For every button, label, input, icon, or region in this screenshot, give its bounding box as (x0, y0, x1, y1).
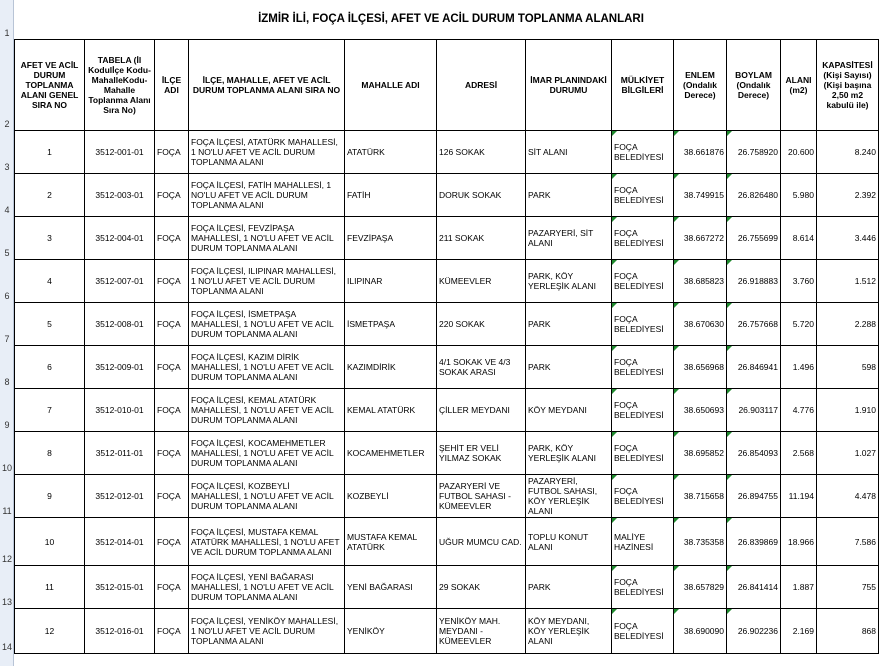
col-header-genel-sira[interactable]: AFET VE ACİL DURUM TOPLANMA ALANI GENEL SIRA NO (15, 40, 85, 131)
cell-mahalle[interactable]: MUSTAFA KEMAL ATATÜRK (345, 518, 437, 566)
cell-ilce[interactable]: FOÇA (155, 389, 189, 432)
cell-alan[interactable]: 18.966 (781, 518, 817, 566)
cell-desc[interactable]: FOÇA İLÇESİ, ATATÜRK MAHALLESİ, 1 NO'LU AFET VE ACİL DURUM TOPLANMA ALANI (189, 131, 345, 174)
cell-genel-sira[interactable]: 7 (15, 389, 85, 432)
col-header-mahalle[interactable]: MAHALLE ADI (345, 40, 437, 131)
cell-adres[interactable]: 4/1 SOKAK VE 4/3 SOKAK ARASI (437, 346, 526, 389)
row-number[interactable]: 12 (1, 554, 12, 564)
cell-mulkiyet[interactable]: MALİYE HAZİNESİ (612, 518, 674, 566)
cell-kapasite[interactable]: 1.027 (817, 432, 879, 475)
cell-adres[interactable]: ÇİLLER MEYDANI (437, 389, 526, 432)
cell-kapasite[interactable]: 598 (817, 346, 879, 389)
cell-adres[interactable]: 29 SOKAK (437, 566, 526, 609)
cell-enlem[interactable]: 38.650693 (674, 389, 727, 432)
cell-tabela[interactable]: 3512-003-01 (85, 174, 155, 217)
cell-mahalle[interactable]: İSMETPAŞA (345, 303, 437, 346)
cell-ilce[interactable]: FOÇA (155, 609, 189, 654)
row-number[interactable]: 6 (4, 291, 10, 301)
cell-alan[interactable]: 11.194 (781, 475, 817, 518)
cell-adres[interactable]: PAZARYERİ VE FUTBOL SAHASI - KÜMEEVLER (437, 475, 526, 518)
cell-boylam[interactable]: 26.894755 (727, 475, 781, 518)
cell-adres[interactable]: 211 SOKAK (437, 217, 526, 260)
cell-imar[interactable]: KÖY MEYDANI, KÖY YERLEŞİK ALANI (526, 609, 612, 654)
cell-alan[interactable]: 1.496 (781, 346, 817, 389)
cell-enlem[interactable]: 38.667272 (674, 217, 727, 260)
cell-genel-sira[interactable]: 3 (15, 217, 85, 260)
cell-kapasite[interactable]: 3.446 (817, 217, 879, 260)
cell-boylam[interactable]: 26.903117 (727, 389, 781, 432)
cell-mahalle[interactable]: ATATÜRK (345, 131, 437, 174)
cell-adres[interactable]: ŞEHİT ER VELİ YILMAZ SOKAK (437, 432, 526, 475)
cell-imar[interactable]: TOPLU KONUT ALANI (526, 518, 612, 566)
cell-ilce[interactable]: FOÇA (155, 346, 189, 389)
cell-imar[interactable]: PARK (526, 346, 612, 389)
col-header-alan[interactable]: ALANI (m2) (781, 40, 817, 131)
table-row (15, 260, 879, 303)
cell-boylam[interactable]: 26.757668 (727, 303, 781, 346)
row-number[interactable]: 9 (4, 420, 10, 430)
cell-imar[interactable]: PARK, KÖY YERLEŞİK ALANI (526, 432, 612, 475)
cell-mulkiyet[interactable]: FOÇA BELEDİYESİ (612, 174, 674, 217)
table-row (15, 346, 879, 389)
cell-adres[interactable]: UĞUR MUMCU CAD. (437, 518, 526, 566)
cell-enlem[interactable]: 38.695852 (674, 432, 727, 475)
cell-imar[interactable]: PARK (526, 566, 612, 609)
cell-mulkiyet[interactable]: FOÇA BELEDİYESİ (612, 389, 674, 432)
cell-imar[interactable]: PARK (526, 303, 612, 346)
cell-tabela[interactable]: 3512-012-01 (85, 475, 155, 518)
cell-imar[interactable]: PAZARYERİ, FUTBOL SAHASI, KÖY YERLEŞİK ALANI (526, 475, 612, 518)
cell-imar[interactable]: PAZARYERİ, SİT ALANI (526, 217, 612, 260)
cell-ilce[interactable]: FOÇA (155, 260, 189, 303)
cell-genel-sira[interactable]: 9 (15, 475, 85, 518)
cell-ilce[interactable]: FOÇA (155, 518, 189, 566)
cell-mahalle[interactable]: FEVZİPAŞA (345, 217, 437, 260)
cell-desc[interactable]: FOÇA İLÇESİ, FEVZİPAŞA MAHALLESİ, 1 NO'LU AFET VE ACİL DURUM TOPLANMA ALANI (189, 217, 345, 260)
row-number[interactable]: 3 (4, 162, 10, 172)
cell-adres[interactable]: 220 SOKAK (437, 303, 526, 346)
cell-boylam[interactable]: 26.846941 (727, 346, 781, 389)
cell-ilce[interactable]: FOÇA (155, 303, 189, 346)
row-number[interactable]: 5 (4, 248, 10, 258)
cell-mulkiyet[interactable]: FOÇA BELEDİYESİ (612, 609, 674, 654)
table-row (15, 566, 879, 609)
cell-alan[interactable]: 4.776 (781, 389, 817, 432)
cell-tabela[interactable]: 3512-016-01 (85, 609, 155, 654)
cell-genel-sira[interactable]: 10 (15, 518, 85, 566)
cell-boylam[interactable]: 26.841414 (727, 566, 781, 609)
cell-desc[interactable]: FOÇA İLÇESİ, KOZBEYLİ MAHALLESİ, 1 NO'LU AFET VE ACİL DURUM TOPLANMA ALANI (189, 475, 345, 518)
table-row (15, 303, 879, 346)
cell-ilce[interactable]: FOÇA (155, 432, 189, 475)
cell-imar[interactable]: PARK (526, 174, 612, 217)
cell-tabela[interactable]: 3512-014-01 (85, 518, 155, 566)
cell-mulkiyet[interactable]: FOÇA BELEDİYESİ (612, 260, 674, 303)
cell-alan[interactable]: 1.887 (781, 566, 817, 609)
cell-alan[interactable]: 5.720 (781, 303, 817, 346)
assembly-areas-table (14, 39, 879, 654)
cell-mahalle[interactable]: KOCAMEHMETLER (345, 432, 437, 475)
table-row (15, 131, 879, 174)
row-number[interactable]: 4 (4, 205, 10, 215)
cell-alan[interactable]: 20.600 (781, 131, 817, 174)
cell-tabela[interactable]: 3512-001-01 (85, 131, 155, 174)
cell-adres[interactable]: 126 SOKAK (437, 131, 526, 174)
cell-boylam[interactable]: 26.839869 (727, 518, 781, 566)
cell-kapasite[interactable]: 2.392 (817, 174, 879, 217)
col-header-enlem[interactable]: ENLEM (Ondalık Derece) (674, 40, 727, 131)
cell-desc[interactable]: FOÇA İLÇESİ, MUSTAFA KEMAL ATATÜRK MAHALLESİ, 1 NO'LU AFET VE ACİL DURUM TOPLANMA ALANI (189, 518, 345, 566)
row-number[interactable]: 7 (4, 334, 10, 344)
sheet-title[interactable]: İZMİR İLİ, FOÇA İLÇESİ, AFET VE ACİL DURUM TOPLANMA ALANLARI (258, 13, 644, 25)
cell-desc[interactable]: FOÇA İLÇESİ, KEMAL ATATÜRK MAHALLESİ, 1 NO'LU AFET VE ACİL DURUM TOPLANMA ALANI (189, 389, 345, 432)
col-header-kapasite[interactable]: KAPASİTESİ (Kişi Sayısı) (Kişi başına 2,50 m2 kabulü ile) (817, 40, 879, 131)
col-header-tabela[interactable]: TABELA (İl Kodulİçe Kodu-MahalleKodu-Mahalle Toplanma Alanı Sıra No) (85, 40, 155, 131)
cell-tabela[interactable]: 3512-008-01 (85, 303, 155, 346)
cell-mulkiyet[interactable]: FOÇA BELEDİYESİ (612, 566, 674, 609)
cell-adres[interactable]: YENİKÖY MAH. MEYDANI - KÜMEEVLER (437, 609, 526, 654)
cell-desc[interactable]: FOÇA İLÇESİ, ILIPINAR MAHALLESİ, 1 NO'LU AFET VE ACİL DURUM TOPLANMA ALANI (189, 260, 345, 303)
cell-boylam[interactable]: 26.854093 (727, 432, 781, 475)
cell-kapasite[interactable]: 1.512 (817, 260, 879, 303)
table-row (15, 609, 879, 654)
cell-alan[interactable]: 2.568 (781, 432, 817, 475)
cell-tabela[interactable]: 3512-010-01 (85, 389, 155, 432)
cell-kapasite[interactable]: 8.240 (817, 131, 879, 174)
cell-enlem[interactable]: 38.685823 (674, 260, 727, 303)
cell-mahalle[interactable]: KOZBEYLİ (345, 475, 437, 518)
table-row (15, 432, 879, 475)
cell-kapasite[interactable]: 1.910 (817, 389, 879, 432)
cell-tabela[interactable]: 3512-007-01 (85, 260, 155, 303)
cell-genel-sira[interactable]: 1 (15, 131, 85, 174)
cell-mulkiyet[interactable]: FOÇA BELEDİYESİ (612, 217, 674, 260)
cell-ilce[interactable]: FOÇA (155, 475, 189, 518)
cell-alan[interactable]: 8.614 (781, 217, 817, 260)
cell-genel-sira[interactable]: 6 (15, 346, 85, 389)
cell-mulkiyet[interactable]: FOÇA BELEDİYESİ (612, 475, 674, 518)
cell-imar[interactable]: KÖY MEYDANI (526, 389, 612, 432)
cell-mulkiyet[interactable]: FOÇA BELEDİYESİ (612, 346, 674, 389)
cell-boylam[interactable]: 26.826480 (727, 174, 781, 217)
cell-adres[interactable]: DORUK SOKAK (437, 174, 526, 217)
cell-tabela[interactable]: 3512-015-01 (85, 566, 155, 609)
cell-mahalle[interactable]: YENİ BAĞARASI (345, 566, 437, 609)
cell-boylam[interactable]: 26.918883 (727, 260, 781, 303)
cell-boylam[interactable]: 26.755699 (727, 217, 781, 260)
row-number[interactable]: 11 (2, 506, 12, 516)
cell-kapasite[interactable]: 2.288 (817, 303, 879, 346)
table-row (15, 389, 879, 432)
cell-imar[interactable]: SİT ALANI (526, 131, 612, 174)
cell-ilce[interactable]: FOÇA (155, 174, 189, 217)
cell-mahalle[interactable]: FATİH (345, 174, 437, 217)
header-row (15, 40, 879, 131)
row-number[interactable]: 14 (1, 642, 12, 652)
col-header-boylam[interactable]: BOYLAM (Ondalık Derece) (727, 40, 781, 131)
cell-desc[interactable]: FOÇA İLÇESİ, FATİH MAHALLESİ, 1 NO'LU AFET VE ACİL DURUM TOPLANMA ALANI (189, 174, 345, 217)
cell-boylam[interactable]: 26.758920 (727, 131, 781, 174)
cell-genel-sira[interactable]: 4 (15, 260, 85, 303)
cell-enlem[interactable]: 38.749915 (674, 174, 727, 217)
col-header-ilce[interactable]: İLÇE ADI (155, 40, 189, 131)
col-header-desc[interactable]: İLÇE, MAHALLE, AFET VE ACİL DURUM TOPLANMA ALANI SIRA NO (189, 40, 345, 131)
cell-alan[interactable]: 3.760 (781, 260, 817, 303)
cell-mahalle[interactable]: KEMAL ATATÜRK (345, 389, 437, 432)
cell-enlem[interactable]: 38.690090 (674, 609, 727, 654)
cell-kapasite[interactable]: 7.586 (817, 518, 879, 566)
cell-genel-sira[interactable]: 5 (15, 303, 85, 346)
cell-alan[interactable]: 5.980 (781, 174, 817, 217)
cell-enlem[interactable]: 38.656968 (674, 346, 727, 389)
row-number[interactable]: 8 (4, 377, 10, 387)
cell-mahalle[interactable]: YENİKÖY (345, 609, 437, 654)
table-row (15, 518, 879, 566)
col-header-imar[interactable]: İMAR PLANINDAKİ DURUMU (526, 40, 612, 131)
row-number[interactable]: 10 (1, 463, 12, 473)
cell-mahalle[interactable]: KAZIMDİRİK (345, 346, 437, 389)
cell-tabela[interactable]: 3512-011-01 (85, 432, 155, 475)
cell-tabela[interactable]: 3512-004-01 (85, 217, 155, 260)
cell-ilce[interactable]: FOÇA (155, 217, 189, 260)
cell-desc[interactable]: FOÇA İLÇESİ, YENİ BAĞARASI MAHALLESİ, 1 NO'LU AFET VE ACİL DURUM TOPLANMA ALANI (189, 566, 345, 609)
table-row (15, 174, 879, 217)
table-row (15, 217, 879, 260)
cell-genel-sira[interactable]: 2 (15, 174, 85, 217)
row-number[interactable]: 1 (4, 28, 10, 38)
col-header-adres[interactable]: ADRESİ (437, 40, 526, 131)
cell-mulkiyet[interactable]: FOÇA BELEDİYESİ (612, 131, 674, 174)
cell-genel-sira[interactable]: 11 (15, 566, 85, 609)
cell-desc[interactable]: FOÇA İLÇESİ, YENİKÖY MAHALLESİ, 1 NO'LU AFET VE ACİL DURUM TOPLANMA ALANI (189, 609, 345, 654)
row-number[interactable]: 2 (4, 119, 10, 129)
cell-alan[interactable]: 2.169 (781, 609, 817, 654)
cell-tabela[interactable]: 3512-009-01 (85, 346, 155, 389)
cell-mulkiyet[interactable]: FOÇA BELEDİYESİ (612, 432, 674, 475)
cell-ilce[interactable]: FOÇA (155, 566, 189, 609)
cell-mahalle[interactable]: ILIPINAR (345, 260, 437, 303)
row-header-column (0, 0, 14, 666)
cell-ilce[interactable]: FOÇA (155, 131, 189, 174)
cell-adres[interactable]: KÜMEEVLER (437, 260, 526, 303)
col-header-mulkiyet[interactable]: MÜLKİYET BİLGİLERİ (612, 40, 674, 131)
cell-kapasite[interactable]: 755 (817, 566, 879, 609)
cell-imar[interactable]: PARK, KÖY YERLEŞİK ALANI (526, 260, 612, 303)
cell-kapasite[interactable]: 4.478 (817, 475, 879, 518)
cell-kapasite[interactable]: 868 (817, 609, 879, 654)
cell-genel-sira[interactable]: 8 (15, 432, 85, 475)
cell-desc[interactable]: FOÇA İLÇESİ, KAZIM DİRİK MAHALLESİ, 1 NO'LU AFET VE ACİL DURUM TOPLANMA ALANI (189, 346, 345, 389)
cell-genel-sira[interactable]: 12 (15, 609, 85, 654)
table-row (15, 475, 879, 518)
cell-enlem[interactable]: 38.661876 (674, 131, 727, 174)
cell-desc[interactable]: FOÇA İLÇESİ, İSMETPAŞA MAHALLESİ, 1 NO'LU AFET VE ACİL DURUM TOPLANMA ALANI (189, 303, 345, 346)
cell-enlem[interactable]: 38.735358 (674, 518, 727, 566)
cell-enlem[interactable]: 38.715658 (674, 475, 727, 518)
cell-mulkiyet[interactable]: FOÇA BELEDİYESİ (612, 303, 674, 346)
cell-boylam[interactable]: 26.902236 (727, 609, 781, 654)
cell-desc[interactable]: FOÇA İLÇESİ, KOCAMEHMETLER MAHALLESİ, 1 NO'LU AFET VE ACİL DURUM TOPLANMA ALANI (189, 432, 345, 475)
row-number[interactable]: 13 (1, 597, 12, 607)
cell-enlem[interactable]: 38.670630 (674, 303, 727, 346)
cell-enlem[interactable]: 38.657829 (674, 566, 727, 609)
